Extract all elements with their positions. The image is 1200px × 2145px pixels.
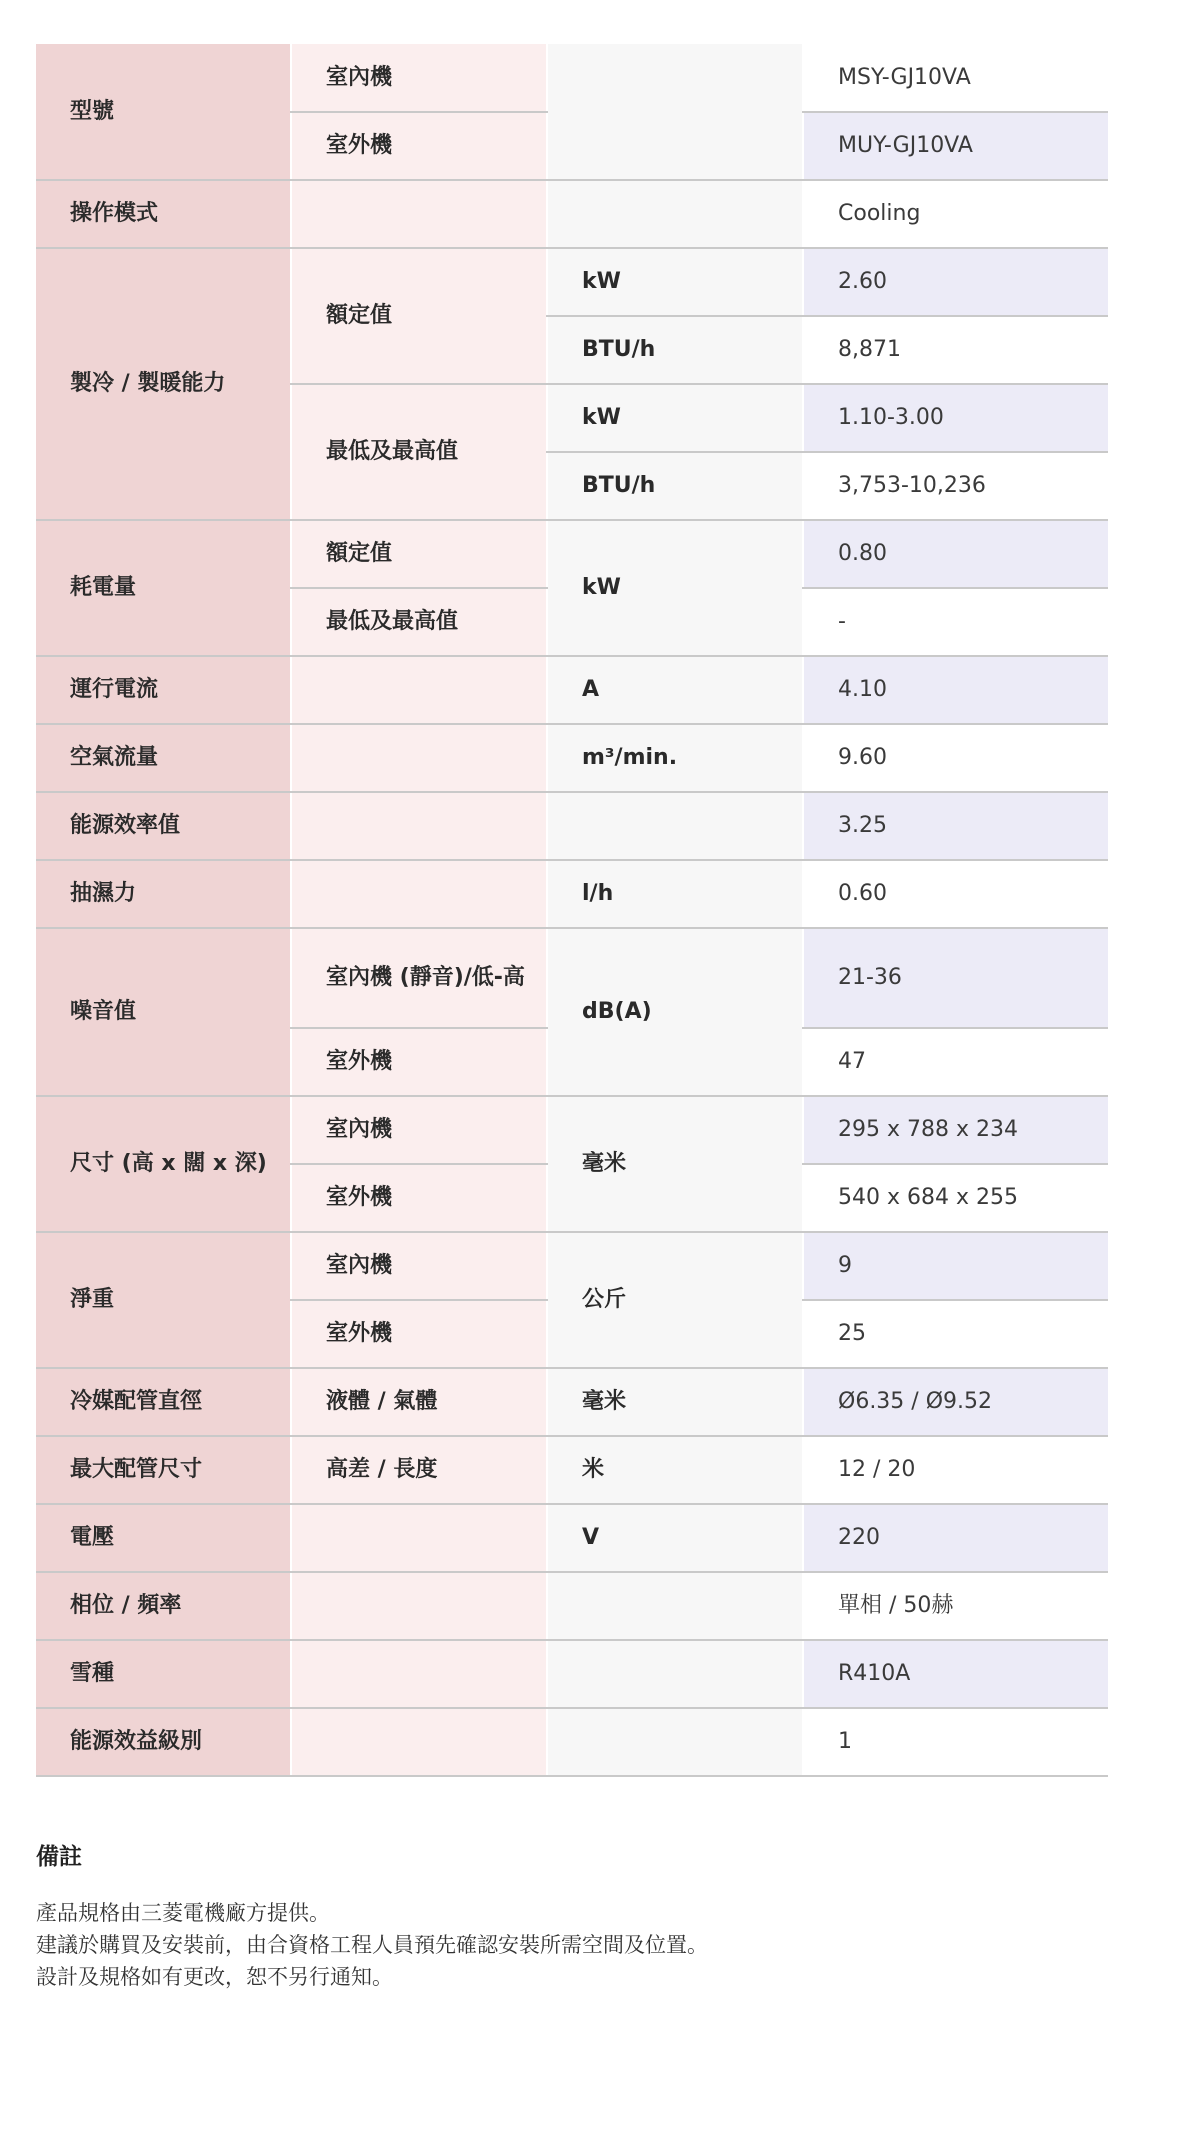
spec-sublabel: 額定值 [291,520,547,588]
spec-unit: 公斤 [547,1232,803,1368]
spec-sublabel [291,860,547,928]
spec-label: 型號 [36,44,291,180]
spec-value: 3,753-10,236 [803,452,1108,520]
spec-sublabel: 室外機 [291,112,547,180]
spec-value: - [803,588,1108,656]
spec-label: 尺寸 (高 x 闊 x 深) [36,1096,291,1232]
spec-value: MUY-GJ10VA [803,112,1108,180]
spec-value: 2.60 [803,248,1108,316]
spec-sublabel: 室內機 (靜音)/低-高 [291,928,547,1028]
table-row [36,248,1108,316]
spec-label: 雪種 [36,1640,291,1708]
table-row [36,180,1108,248]
table-row [36,656,1108,724]
spec-value: 9.60 [803,724,1108,792]
spec-value: MSY-GJ10VA [803,44,1108,112]
spec-sublabel: 室外機 [291,1300,547,1368]
notes-title: 備註 [36,1844,82,1870]
spec-label: 冷媒配管直徑 [36,1368,291,1436]
spec-sublabel [291,1708,547,1776]
spec-value: 0.60 [803,860,1108,928]
spec-label: 運行電流 [36,656,291,724]
spec-unit: V [547,1504,803,1572]
spec-sublabel [291,724,547,792]
spec-label: 噪音值 [36,928,291,1096]
notes-line: 建議於購買及安裝前，由合資格工程人員預先確認安裝所需空間及位置。 [36,1933,708,1957]
table-row [36,44,1108,112]
spec-label: 抽濕力 [36,860,291,928]
spec-label: 耗電量 [36,520,291,656]
spec-sublabel: 室內機 [291,1096,547,1164]
spec-value: 25 [803,1300,1108,1368]
spec-unit: BTU/h [547,316,803,384]
spec-sublabel: 液體 / 氣體 [291,1368,547,1436]
spec-label: 相位 / 頻率 [36,1572,291,1640]
spec-unit: dB(A) [547,928,803,1096]
spec-unit: 米 [547,1436,803,1504]
spec-unit: kW [547,520,803,656]
spec-sublabel: 額定值 [291,248,547,384]
table-row [36,1572,1108,1640]
spec-value: 9 [803,1232,1108,1300]
spec-value: 540 x 684 x 255 [803,1164,1108,1232]
spec-unit: 毫米 [547,1096,803,1232]
spec-unit [547,792,803,860]
spec-sublabel: 高差 / 長度 [291,1436,547,1504]
table-row [36,1436,1108,1504]
spec-unit [547,1640,803,1708]
spec-value: 4.10 [803,656,1108,724]
spec-label: 製冷 / 製暖能力 [36,248,291,520]
spec-label: 淨重 [36,1232,291,1368]
spec-label: 電壓 [36,1504,291,1572]
spec-unit [547,1708,803,1776]
table-row [36,1504,1108,1572]
notes-line: 設計及規格如有更改，恕不另行通知。 [36,1965,393,1989]
spec-value: 1 [803,1708,1108,1776]
spec-value: 單相 / 50赫 [803,1572,1108,1640]
spec-unit [547,180,803,248]
spec-value: Ø6.35 / Ø9.52 [803,1368,1108,1436]
spec-unit: kW [547,248,803,316]
spec-unit: A [547,656,803,724]
table-row [36,792,1108,860]
spec-label: 能源效率值 [36,792,291,860]
spec-sublabel [291,1640,547,1708]
table-row [36,520,1108,588]
spec-sublabel: 室外機 [291,1028,547,1096]
spec-unit: m³/min. [547,724,803,792]
spec-value: 47 [803,1028,1108,1096]
spec-sublabel: 室內機 [291,1232,547,1300]
spec-unit: kW [547,384,803,452]
notes-section [36,1838,1136,1993]
spec-value: 1.10-3.00 [803,384,1108,452]
spec-value: Cooling [803,180,1108,248]
spec-label: 能源效益級別 [36,1708,291,1776]
spec-value: 12 / 20 [803,1436,1108,1504]
spec-unit [547,1572,803,1640]
spec-unit: 毫米 [547,1368,803,1436]
table-row [36,724,1108,792]
spec-sublabel [291,1572,547,1640]
spec-value: 3.25 [803,792,1108,860]
spec-value: 295 x 788 x 234 [803,1096,1108,1164]
table-row [36,928,1108,1028]
spec-sublabel [291,656,547,724]
table-row [36,1096,1108,1164]
spec-unit [547,44,803,180]
spec-value: 220 [803,1504,1108,1572]
table-row [36,1368,1108,1436]
spec-unit: BTU/h [547,452,803,520]
spec-sublabel: 室內機 [291,44,547,112]
table-row [36,1708,1108,1776]
spec-sublabel: 最低及最高值 [291,384,547,520]
spec-sublabel [291,180,547,248]
table-row [36,1640,1108,1708]
spec-value: 0.80 [803,520,1108,588]
table-row [36,1232,1108,1300]
spec-sublabel: 室外機 [291,1164,547,1232]
spec-label: 空氣流量 [36,724,291,792]
notes-line: 產品規格由三菱電機廠方提供。 [36,1901,330,1925]
spec-value: 8,871 [803,316,1108,384]
table-row [36,860,1108,928]
spec-value: R410A [803,1640,1108,1708]
spec-unit: l/h [547,860,803,928]
spec-sublabel [291,1504,547,1572]
spec-value: 21-36 [803,928,1108,1028]
spec-sublabel: 最低及最高值 [291,588,547,656]
spec-sublabel [291,792,547,860]
spec-label: 最大配管尺寸 [36,1436,291,1504]
spec-label: 操作模式 [36,180,291,248]
spec-table [36,44,1108,1777]
